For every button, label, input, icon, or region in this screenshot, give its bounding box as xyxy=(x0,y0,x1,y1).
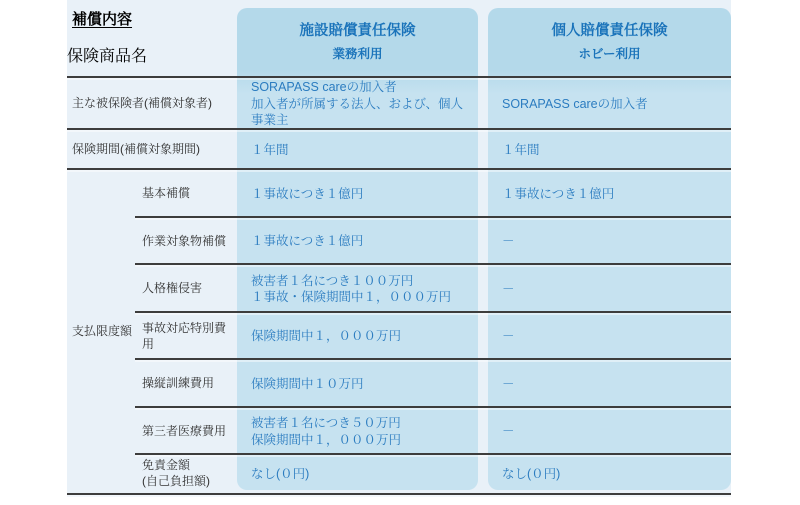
page-title: 補償内容 xyxy=(72,11,133,28)
cell-personal-rights-facility xyxy=(251,265,471,313)
row-label-personal-rights: 人格権侵害 xyxy=(142,281,203,296)
column-header-personal-usage: ホビー利用 xyxy=(578,46,641,61)
divider xyxy=(135,216,731,218)
product-name-label: 保険商品名 xyxy=(67,47,148,65)
cell-work-object-personal: － xyxy=(502,234,515,249)
row-label-third-party-medical: 第三者医療費用 xyxy=(142,423,227,438)
cell-period-personal: １年間 xyxy=(502,142,540,157)
row-label-pilot-training-expenses: 操縦訓練費用 xyxy=(142,376,215,391)
divider xyxy=(135,311,731,313)
divider xyxy=(67,493,731,495)
row-label-insurance-period: 保険期間(補償対象期間) xyxy=(72,142,200,157)
cell-pilot-training-facility: 保険期間中１０万円 xyxy=(251,376,364,391)
divider xyxy=(67,128,731,130)
cell-personal-rights-personal: － xyxy=(502,281,515,296)
cell-basic-coverage-facility: １事故につき１億円 xyxy=(251,186,364,201)
divider xyxy=(67,76,731,78)
column-header-facility-usage: 業務利用 xyxy=(332,46,383,61)
cell-accident-response-personal: － xyxy=(502,329,515,344)
label-line: 免責金額 xyxy=(142,458,191,473)
cell-pilot-training-personal: － xyxy=(502,376,515,391)
divider xyxy=(67,168,731,170)
cell-line: 被害者１名につき５０万円 xyxy=(251,416,401,430)
divider xyxy=(135,358,731,360)
cell-third-party-medical-facility xyxy=(251,408,471,455)
column-header-facility xyxy=(237,8,478,72)
divider xyxy=(135,263,731,265)
cell-work-object-facility: １事故につき１億円 xyxy=(251,234,364,249)
label-line: (自己負担額) xyxy=(142,474,210,488)
coverage-table xyxy=(67,0,731,497)
cell-deductible-facility: なし(０円) xyxy=(251,466,310,481)
column-header-personal-name: 個人賠償責任保険 xyxy=(551,22,668,39)
cell-line: 保険期間中１，０００万円 xyxy=(251,432,402,447)
cell-period-facility: １年間 xyxy=(251,142,289,157)
row-label-accident-response-expenses: 事故対応特別費用 xyxy=(142,320,227,351)
group-label-payment-limit: 支払限度額 xyxy=(72,323,133,338)
cell-third-party-medical-personal: － xyxy=(502,424,515,439)
cell-basic-coverage-personal: １事故につき１億円 xyxy=(502,186,615,201)
cell-insured-persons-personal: SORAPASS careの加入者 xyxy=(502,96,648,111)
cell-line: 被害者１名につき１００万円 xyxy=(251,273,414,288)
cell-accident-response-facility: 保険期間中１，０００万円 xyxy=(251,329,402,344)
column-header-personal xyxy=(488,8,731,72)
row-label-basic-coverage: 基本補償 xyxy=(142,186,191,201)
column-header-facility-name: 施設賠償責任保険 xyxy=(299,22,416,39)
cell-insured-persons-facility xyxy=(251,78,471,130)
cell-line: SORAPASS careの加入者 xyxy=(251,80,397,95)
cell-line: １事故・保険期間中１，０００万円 xyxy=(251,290,452,304)
divider xyxy=(135,406,731,408)
cell-deductible-personal: なし(０円) xyxy=(502,466,561,481)
row-label-insured-persons: 主な被保険者(補償対象者) xyxy=(72,96,212,111)
cell-line: 加入者が所属する法人、および、個人事業主 xyxy=(251,96,464,128)
divider xyxy=(135,453,731,455)
row-label-deductible xyxy=(142,455,236,493)
row-label-work-object-coverage: 作業対象物補償 xyxy=(142,233,227,248)
